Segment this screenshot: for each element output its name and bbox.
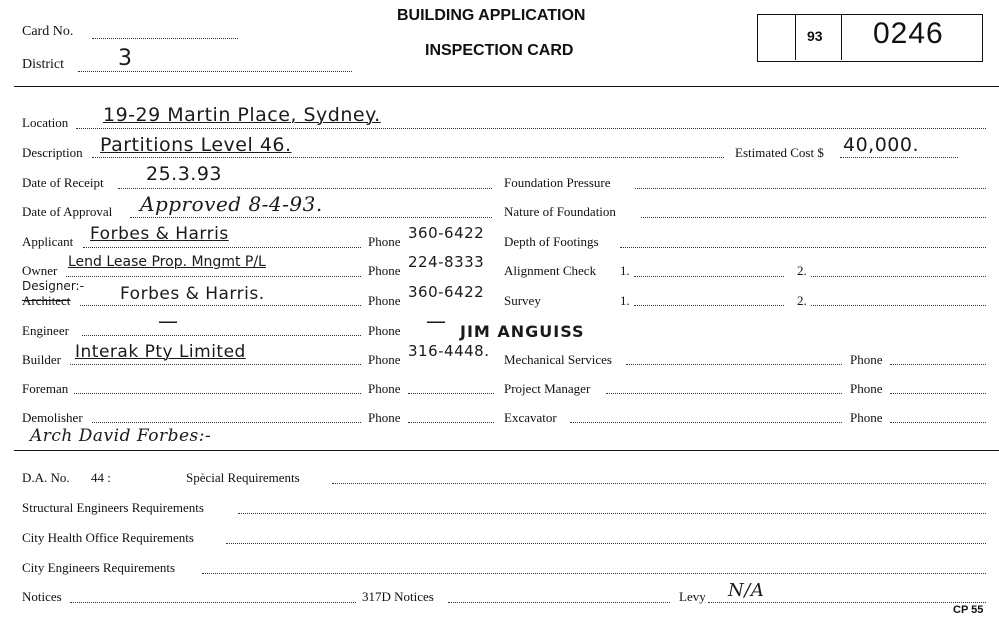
mechanical-services-label: Mechanical Services	[504, 352, 612, 367]
levy-label: Levy	[679, 589, 706, 604]
builder-value: Interak Pty Limited	[75, 342, 246, 362]
owner-phone-value: 224-8333	[408, 253, 485, 271]
description-line[interactable]	[92, 157, 724, 158]
foundation-pressure-line[interactable]	[635, 188, 986, 189]
owner-phone-label: Phone	[368, 263, 401, 278]
foreman-phone-label: Phone	[368, 381, 401, 396]
foreman-phone-line[interactable]	[408, 393, 494, 394]
description-value: Partitions Level 46.	[100, 134, 292, 156]
district-label: District	[22, 57, 64, 72]
architect-phone-value: 360-6422	[408, 283, 485, 301]
structural-requirements-line[interactable]	[238, 513, 986, 514]
survey-label: Survey	[504, 293, 541, 308]
project-manager-label: Project Manager	[504, 381, 591, 396]
excavator-line[interactable]	[570, 422, 842, 423]
applicant-label: Applicant	[22, 234, 74, 249]
survey-2-label: 2.	[797, 293, 807, 308]
year-code: 93	[807, 28, 823, 44]
district-line[interactable]	[78, 71, 352, 72]
alignment-check-2-line[interactable]	[811, 276, 986, 277]
engineer-label: Engineer	[22, 323, 69, 338]
survey-1-label: 1.	[620, 293, 630, 308]
survey-2-line[interactable]	[811, 305, 986, 306]
card-number-box	[757, 14, 983, 62]
mechanical-services-line[interactable]	[626, 364, 842, 365]
applicant-value: Forbes & Harris	[90, 224, 229, 244]
section-rule	[14, 450, 999, 451]
depth-of-footings-label: Depth of Footings	[504, 234, 599, 249]
builder-phone-label: Phone	[368, 352, 401, 367]
notices-line[interactable]	[70, 602, 356, 603]
card-no-line[interactable]	[92, 38, 238, 39]
depth-of-footings-line[interactable]	[620, 247, 986, 248]
project-manager-phone-line[interactable]	[890, 393, 986, 394]
alignment-check-1-label: 1.	[620, 263, 630, 278]
architect-value: Forbes & Harris.	[120, 284, 265, 304]
location-value: 19-29 Martin Place, Sydney.	[103, 104, 381, 126]
applicant-line[interactable]	[83, 247, 361, 248]
applicant-phone-label: Phone	[368, 234, 401, 249]
engineer-phone-value: —	[426, 309, 447, 333]
foundation-pressure-label: Foundation Pressure	[504, 175, 611, 190]
mechanical-phone-label: Phone	[850, 352, 883, 367]
district-value: 3	[118, 46, 133, 71]
demolisher-line[interactable]	[92, 422, 361, 423]
engineer-value: —	[158, 309, 179, 333]
estimated-cost-label: Estimated Cost $	[735, 145, 824, 160]
special-requirements-line[interactable]	[332, 483, 986, 484]
date-of-approval-value: Approved 8-4-93.	[140, 192, 323, 216]
builder-phone-value: 316-4448.	[408, 342, 490, 360]
builder-line[interactable]	[70, 364, 361, 365]
excavator-phone-line[interactable]	[890, 422, 986, 423]
owner-value: Lend Lease Prop. Mngmt P/L	[68, 254, 266, 270]
excavator-label: Excavator	[504, 410, 557, 425]
project-manager-line[interactable]	[606, 393, 842, 394]
structural-requirements-label: Structural Engineers Requirements	[22, 500, 204, 515]
mechanical-phone-line[interactable]	[890, 364, 986, 365]
form-title-line1: BUILDING APPLICATION	[397, 7, 586, 24]
notices-label: Notices	[22, 589, 62, 604]
date-of-receipt-value: 25.3.93	[146, 163, 223, 185]
signature-note: Arch David Forbes:-	[30, 426, 212, 446]
engineer-note: JIM ANGUISS	[460, 322, 585, 341]
builder-label: Builder	[22, 352, 61, 367]
form-title-line2: INSPECTION CARD	[425, 42, 574, 59]
applicant-phone-value: 360-6422	[408, 224, 485, 242]
alignment-check-label: Alignment Check	[504, 263, 597, 278]
notices-317d-label: 317D Notices	[362, 589, 434, 604]
card-number: 0246	[873, 17, 944, 50]
special-requirements-label: Spècial Requirements	[186, 470, 300, 485]
location-line[interactable]	[76, 128, 986, 129]
excavator-phone-label: Phone	[850, 410, 883, 425]
header-rule	[14, 86, 999, 87]
nature-of-foundation-label: Nature of Foundation	[504, 204, 616, 219]
owner-line[interactable]	[66, 276, 361, 277]
engineer-line[interactable]	[82, 335, 361, 336]
date-of-receipt-label: Date of Receipt	[22, 175, 104, 190]
da-no-label: D.A. No.	[22, 470, 70, 485]
health-requirements-label: City Health Office Requirements	[22, 530, 194, 545]
architect-label: Architect	[22, 293, 71, 308]
health-requirements-line[interactable]	[226, 543, 986, 544]
demolisher-phone-label: Phone	[368, 410, 401, 425]
da-no-value: 44 :	[91, 470, 111, 485]
date-of-receipt-line[interactable]	[118, 188, 492, 189]
demolisher-phone-line[interactable]	[408, 422, 494, 423]
demolisher-label: Demolisher	[22, 410, 83, 425]
engineer-phone-label: Phone	[368, 323, 401, 338]
estimated-cost-line[interactable]	[840, 157, 958, 158]
owner-label: Owner	[22, 263, 58, 278]
project-manager-phone-label: Phone	[850, 381, 883, 396]
nature-of-foundation-line[interactable]	[641, 217, 986, 218]
levy-line[interactable]	[708, 602, 986, 603]
card-no-label: Card No.	[22, 24, 74, 39]
estimated-cost-value: 40,000.	[843, 134, 920, 156]
alignment-check-2-label: 2.	[797, 263, 807, 278]
alignment-check-1-line[interactable]	[634, 276, 784, 277]
description-label: Description	[22, 145, 83, 160]
foreman-label: Foreman	[22, 381, 69, 396]
form-code: CP 55	[953, 604, 984, 616]
architect-phone-label: Phone	[368, 293, 401, 308]
city-engineers-requirements-line[interactable]	[202, 573, 986, 574]
notices-317d-line[interactable]	[448, 602, 670, 603]
foreman-line[interactable]	[74, 393, 361, 394]
city-engineers-requirements-label: City Engineers Requirements	[22, 560, 176, 575]
location-label: Location	[22, 115, 69, 130]
date-of-approval-label: Date of Approval	[22, 204, 113, 219]
date-of-approval-line[interactable]	[130, 217, 492, 218]
survey-1-line[interactable]	[634, 305, 784, 306]
architect-line[interactable]	[80, 305, 361, 306]
designer-note: Designer:-	[22, 279, 84, 293]
levy-value: N/A	[728, 580, 765, 601]
